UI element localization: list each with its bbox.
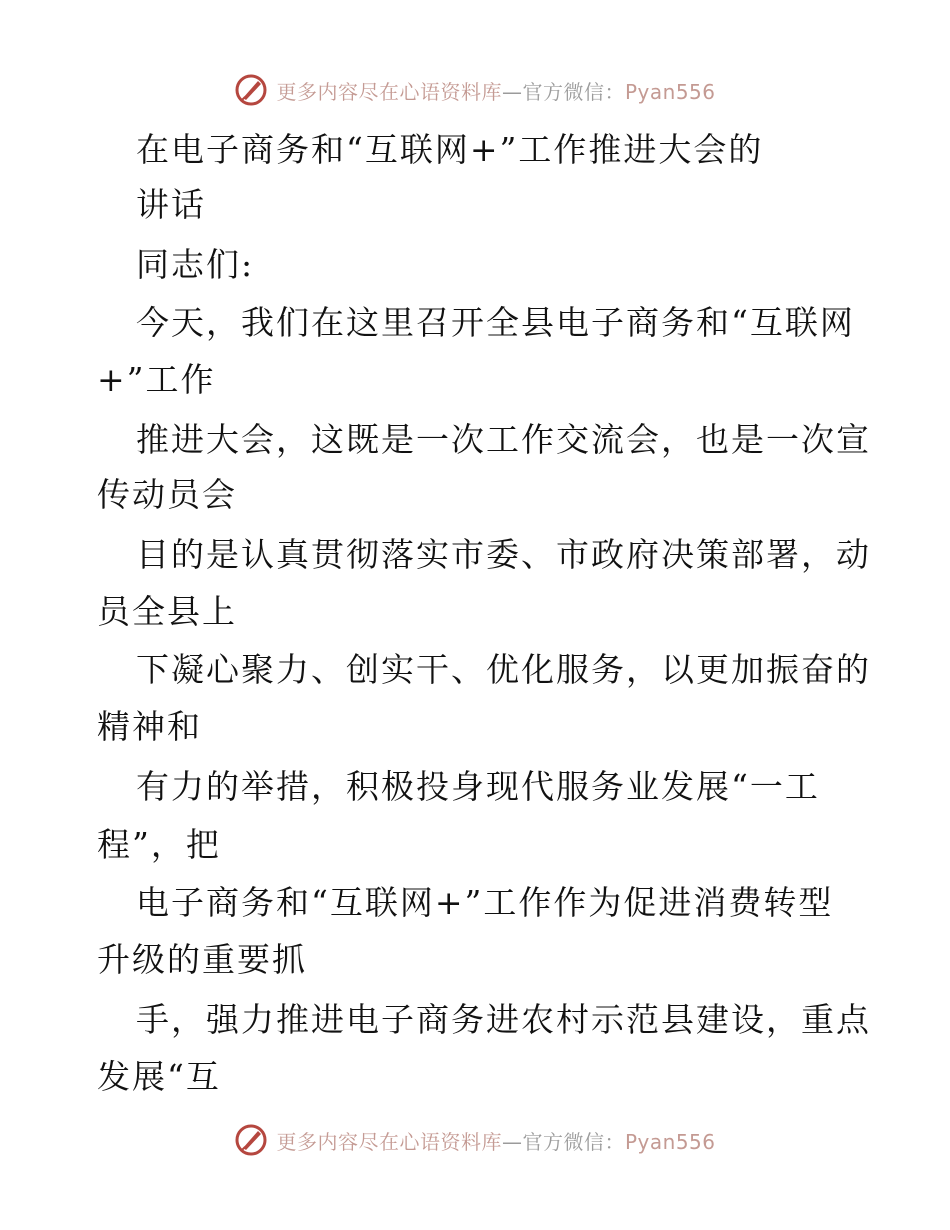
paragraph-line: 程”，把 — [97, 825, 221, 864]
watermark-text — [276, 76, 715, 105]
quill-pen-seal-icon — [234, 73, 268, 107]
document-title-line-2: 讲话 — [136, 185, 206, 224]
paragraph-line: 手，强力推进电子商务进农村示范县建设，重点 — [136, 1000, 871, 1039]
document-title-line-1: 在电子商务和“互联网+”工作推进大会的 — [136, 130, 764, 169]
paragraph-line: 推进大会，这既是一次工作交流会，也是一次宣 — [136, 420, 871, 459]
watermark-wechat-id: Pyan556 — [624, 79, 716, 104]
watermark-wechat-id: Pyan556 — [624, 1129, 716, 1154]
paragraph-line: 传动员会 — [97, 475, 237, 514]
watermark-wechat-label: 官方微信： — [522, 1129, 625, 1154]
watermark-separator: — — [501, 79, 523, 104]
watermark-wechat-label: 官方微信： — [522, 79, 625, 104]
paragraph-line: 下凝心聚力、创实干、优化服务，以更加振奋的 — [136, 650, 871, 689]
paragraph-line: 电子商务和“互联网+”工作作为促进消费转型 — [136, 883, 834, 922]
paragraph-line: 今天，我们在这里召开全县电子商务和“互联网 — [136, 303, 855, 342]
watermark-chinese: 更多内容尽在心语资料库 — [276, 1129, 502, 1154]
paragraph-line: +”工作 — [97, 360, 216, 399]
watermark-chinese: 更多内容尽在心语资料库 — [276, 79, 502, 104]
watermark-text — [276, 1126, 715, 1155]
footer-watermark — [0, 1118, 950, 1162]
paragraph-line: 发展“互 — [97, 1057, 221, 1096]
paragraph-line: 升级的重要抓 — [97, 940, 307, 979]
salutation: 同志们: — [136, 245, 255, 284]
paragraph-line: 精神和 — [97, 707, 202, 746]
paragraph-line: 员全县上 — [97, 592, 237, 631]
paragraph-line: 有力的举措，积极投身现代服务业发展“一工 — [136, 767, 820, 806]
watermark-separator: — — [501, 1129, 523, 1154]
header-watermark — [0, 68, 950, 112]
quill-pen-seal-icon — [234, 1123, 268, 1157]
paragraph-line: 目的是认真贯彻落实市委、市政府决策部署，动 — [136, 535, 871, 574]
